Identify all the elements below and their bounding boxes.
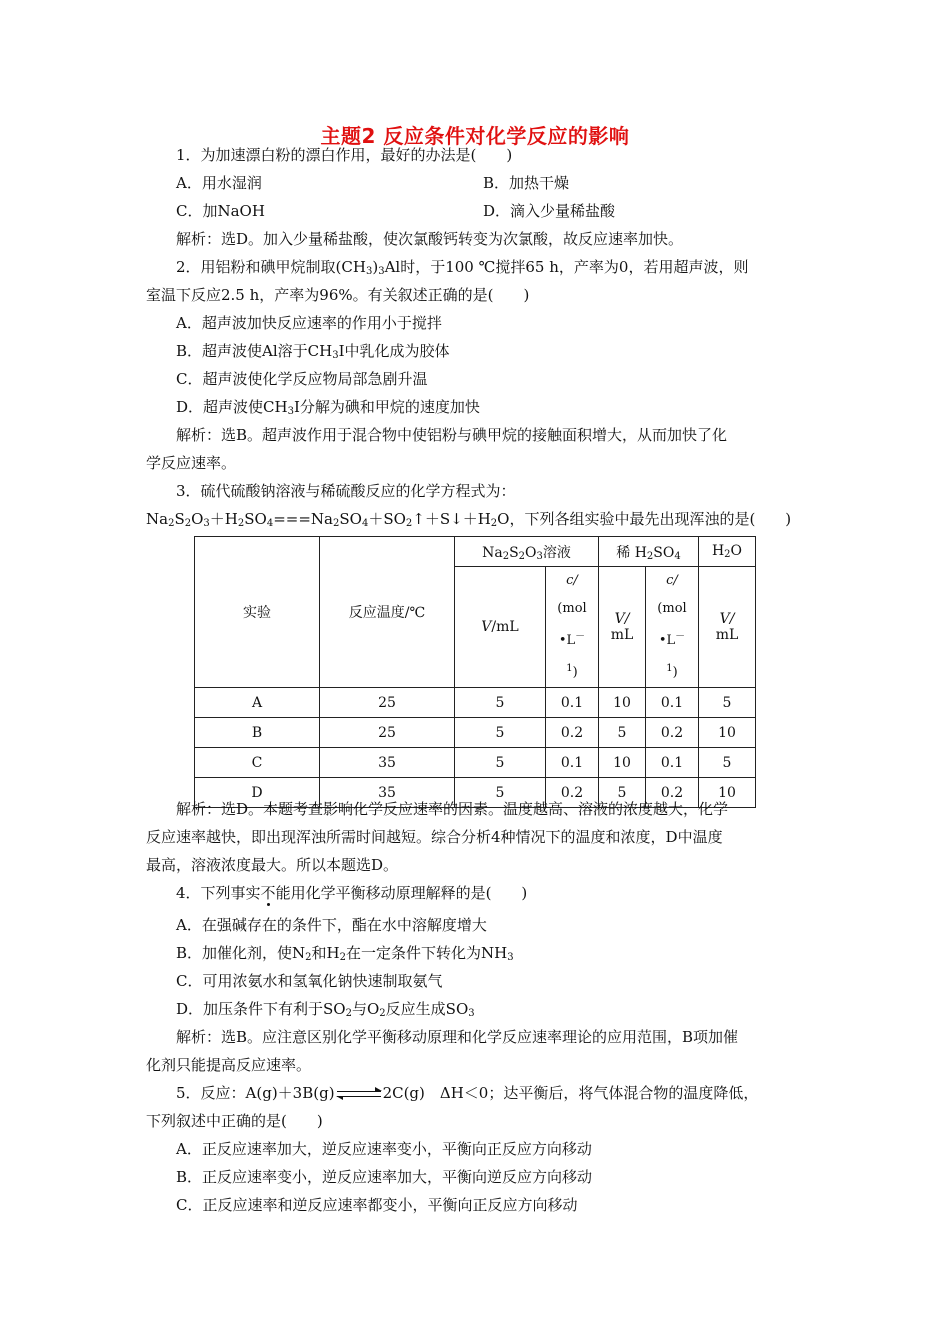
q3-analysis-line1: 解析：选D。本题考查影响化学反应速率的因素。温度越高、溶液的浓度越大，化学 <box>176 800 729 818</box>
q2-option-b: B．超声波使Al溶于$CH_3I$中乳化成为胶体 <box>176 342 450 361</box>
q3-equation: $Na_2S_2O_3+H_2SO_4===Na_2SO_4+SO_2↑+S↓+H_2O$，下列各组实验中最先出现浑浊的是( ) <box>146 510 792 529</box>
q2-option-a: A．超声波加快反应速率的作用小于搅拌 <box>176 314 442 332</box>
q1-option-a: A．用水湿润 <box>176 174 262 192</box>
header-na2s2o3: $Na_2S_2O_3$溶液 <box>455 537 599 567</box>
subheader-h2o-volume: V/ mL <box>699 567 756 688</box>
q4-analysis-line1: 解析：选B。应注意区别化学平衡移动原理和化学反应速率理论的应用范围，B项加催 <box>176 1028 739 1046</box>
q4-option-c: C．可用浓氨水和氢氧化钠快速制取氨气 <box>176 972 443 990</box>
q3-analysis-line2: 反应速率越快，即出现浑浊所需时间越短。综合分析4种情况下的温度和浓度，D中温度 <box>146 828 723 846</box>
subheader-h2so4-concentration: c/ (mol •L－ $^1$) <box>646 567 699 688</box>
table-row: C 35 5 0.1 10 0.1 5 <box>195 748 756 778</box>
subheader-h2so4-volume: V/ mL <box>599 567 646 688</box>
q2-option-c: C．超声波使化学反应物局部急剧升温 <box>176 370 428 388</box>
q5-option-b: B．正反应速率变小，逆反应速率加大，平衡向逆反应方向移动 <box>176 1168 593 1186</box>
page-title: 主题2 反应条件对化学反应的影响 <box>320 124 630 148</box>
emphasis-mark: 不 <box>260 884 276 902</box>
q5-stem-line1: 5．反应：A(g)＋3B(g) 2C(g) ΔH＜0；达平衡后，将气体混合物的温度降低， <box>176 1084 759 1102</box>
q1-option-b: B．加热干燥 <box>483 174 570 192</box>
q5-stem-line2: 下列叙述中正确的是( ) <box>146 1112 323 1130</box>
q3-stem-line1: 3．硫代硫酸钠溶液与稀硫酸反应的化学方程式为： <box>176 482 516 500</box>
q2-analysis-line2: 学反应速率。 <box>146 454 237 472</box>
experiment-table <box>194 536 756 808</box>
q4-analysis-line2: 化剂只能提高反应速率。 <box>146 1056 312 1074</box>
header-experiment: 实验 <box>195 537 320 688</box>
q2-stem-line1: 2．用铝粉和碘甲烷制取$(CH_3)_3Al$时，于100 ℃搅拌65 h，产率为0，若用超声波，则 <box>176 258 749 277</box>
table-row: A 25 5 0.1 10 0.1 5 <box>195 688 756 718</box>
equilibrium-arrow-icon <box>335 1087 383 1101</box>
q2-analysis-line1: 解析：选B。超声波作用于混合物中使铝粉与碘甲烷的接触面积增大，从而加快了化 <box>176 426 728 444</box>
q1-stem: 1．为加速漂白粉的漂白作用，最好的办法是( ) <box>176 146 513 164</box>
q1-option-d: D．滴入少量稀盐酸 <box>483 202 616 220</box>
header-h2o: $H_2O$ <box>699 537 756 567</box>
table-row: D 35 5 0.2 5 0.2 10 <box>195 778 756 808</box>
table-row: B 25 5 0.2 5 0.2 10 <box>195 718 756 748</box>
header-temperature: 反应温度/℃ <box>320 537 455 688</box>
q4-option-b: B．加催化剂，使$N_2$和$H_2$在一定条件下转化为$NH_3$ <box>176 944 514 963</box>
q4-option-a: A．在强碱存在的条件下，酯在水中溶解度增大 <box>176 916 487 934</box>
q4-stem: 4．下列事实不能用化学平衡移动原理解释的是( ) <box>176 884 528 902</box>
q3-analysis-line3: 最高，溶液浓度最大。所以本题选D。 <box>146 856 399 874</box>
subheader-na-volume: V/mL <box>455 567 546 688</box>
q5-option-c: C．正反应速率和逆反应速率都变小，平衡向正反应方向移动 <box>176 1196 578 1214</box>
q5-option-a: A．正反应速率加大，逆反应速率变小，平衡向正反应方向移动 <box>176 1140 592 1158</box>
q1-analysis: 解析：选D。加入少量稀盐酸，使次氯酸钙转变为次氯酸，故反应速率加快。 <box>176 230 684 248</box>
subheader-na-concentration: c/ (mol •L－ $^1$) <box>546 567 599 688</box>
q1-option-c: C．加NaOH <box>176 202 265 220</box>
q4-option-d: D．加压条件下有利于$SO_2$与$O_2$反应生成$SO_3$ <box>176 1000 475 1019</box>
q2-option-d: D．超声波使$CH_3I$分解为碘和甲烷的速度加快 <box>176 398 480 417</box>
q2-stem-line2: 室温下反应2.5 h，产率为96%。有关叙述正确的是( ) <box>146 286 530 304</box>
header-h2so4: 稀 $H_2SO_4$ <box>599 537 699 567</box>
